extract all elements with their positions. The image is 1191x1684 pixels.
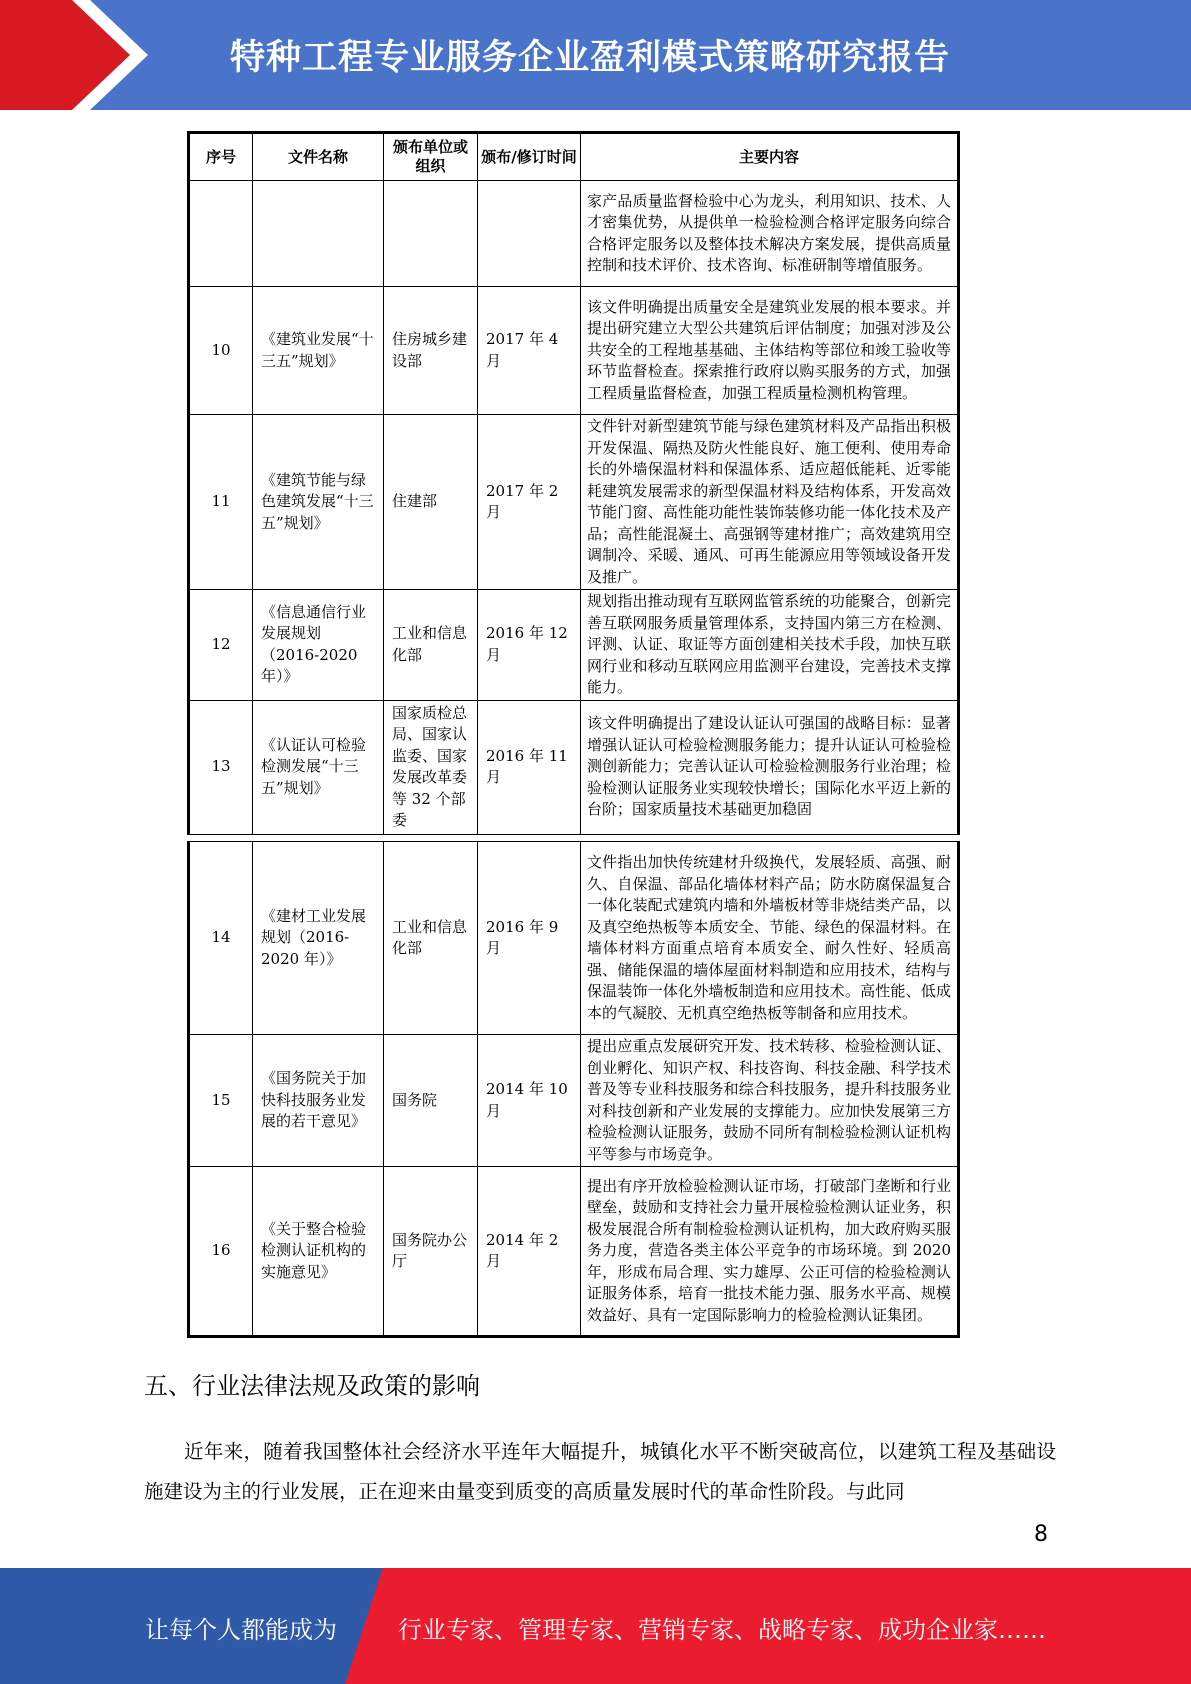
table-header-row bbox=[189, 133, 959, 181]
table-row bbox=[189, 287, 959, 415]
table-row bbox=[189, 700, 959, 834]
row-issuer: 国务院 bbox=[384, 1035, 478, 1167]
row-name: 《建筑节能与绿色建筑发展“十三五”规划》 bbox=[253, 415, 384, 590]
row-name: 《建材工业发展规划（2016-2020 年）》 bbox=[253, 842, 384, 1035]
page-number: 8 bbox=[1034, 1522, 1048, 1547]
row-content: 规划指出推动现有互联网监管系统的功能聚合，创新完善互联网服务质量管理体系，支持国内第三方在检测、评测、认证、取证等方面创建相关技术手段，加快互联网行业和移动互联网应用监测平台建设，完善技术支撑能力。 bbox=[581, 590, 959, 701]
row-issuer: 国务院办公厅 bbox=[384, 1167, 478, 1337]
footer-slogan-right: 行业专家、管理专家、营销专家、战略专家、成功企业家…… bbox=[398, 1616, 1046, 1644]
header-content: 主要内容 bbox=[581, 133, 959, 181]
row-name: 《认证认可检验检测发展“十三五”规划》 bbox=[253, 700, 384, 834]
row-date: 2016 年 12 月 bbox=[478, 590, 581, 701]
footer-slogan-left: 让每个人都能成为 bbox=[145, 1616, 337, 1644]
row-date: 2014 年 10 月 bbox=[478, 1035, 581, 1167]
table-row bbox=[189, 1167, 959, 1337]
row-content: 提出有序开放检验检测认证市场，打破部门垄断和行业壁垒，鼓励和支持社会力量开展检验检测认证业务，积极发展混合所有制检验检测认证机构，加大政府购买服务力度，营造各类主体公平竞争的市场环境。到 2020 年，形成布局合理、实力雄厚、公正可信的检验检测认证服务体系，培育一批技术能力强、服务水平高、规模效益好、具有一定国际影响力的检验检测认证集团。 bbox=[581, 1167, 959, 1337]
row-index bbox=[189, 181, 253, 287]
row-content: 提出应重点发展研究开发、技术转移、检验检测认证、创业孵化、知识产权、科技咨询、科技金融、科学技术普及等专业科技服务和综合科技服务，提升科技服务业对科技创新和产业发展的支撑能力。应加快发展第三方检验检测认证服务，鼓励不同所有制检验检测认证机构平等参与市场竞争。 bbox=[581, 1035, 959, 1167]
header-name: 文件名称 bbox=[253, 133, 384, 181]
body-paragraph: 近年来，随着我国整体社会经济水平连年大幅提升，城镇化水平不断突破高位，以建筑工程及基础设施建设为主的行业发展，正在迎来由量变到质变的高质量发展时代的革命性阶段。与此同 bbox=[144, 1440, 1056, 1503]
row-issuer: 住房城乡建设部 bbox=[384, 287, 478, 415]
header-issuer: 颁布单位或组织 bbox=[384, 133, 478, 181]
row-index: 15 bbox=[189, 1035, 253, 1167]
row-name: 《关于整合检验检测认证机构的实施意见》 bbox=[253, 1167, 384, 1337]
table-row bbox=[189, 415, 959, 590]
row-index: 13 bbox=[189, 700, 253, 834]
table-row bbox=[189, 181, 959, 287]
row-content: 文件指出加快传统建材升级换代，发展轻质、高强、耐久、自保温、部品化墙体材料产品；防水防腐保温复合一体化装配式建筑内墙和外墙板材等非烧结类产品，以及真空绝热板等本质安全、节能、绿色的保温材料。在墙体材料方面重点培育本质安全、耐久性好、轻质高强、储能保温的墙体屋面材料制造和应用技术，结构与保温装饰一体化外墙板制造和应用技术。高性能、低成本的气凝胶、无机真空绝热板等制备和应用技术。 bbox=[581, 842, 959, 1035]
page-footer bbox=[0, 1568, 1191, 1684]
row-name: 《国务院关于加快科技服务业发展的若干意见》 bbox=[253, 1035, 384, 1167]
row-content: 家产品质量监督检验中心为龙头，利用知识、技术、人才密集优势，从提供单一检验检测合格评定服务向综合合格评定服务以及整体技术解决方案发展，提供高质量控制和技术评价、技术咨询、标准研制等增值服务。 bbox=[581, 181, 959, 287]
row-date: 2017 年 2 月 bbox=[478, 415, 581, 590]
table-row bbox=[189, 1035, 959, 1167]
row-content: 该文件明确提出了建设认证认可强国的战略目标：显著增强认证认可检验检测服务能力；提升认证认可检验检测创新能力；完善认证认可检验检测服务行业治理；检验检测认证服务业实现较快增长；国际化水平迈上新的台阶；国家质量技术基础更加稳固 bbox=[581, 700, 959, 834]
row-issuer: 国家质检总局、国家认监委、国家发展改革委等 32 个部委 bbox=[384, 700, 478, 834]
policy-table-part-2 bbox=[187, 841, 960, 1338]
row-date: 2016 年 11 月 bbox=[478, 700, 581, 834]
row-date: 2017 年 4 月 bbox=[478, 287, 581, 415]
row-content: 该文件明确提出质量安全是建筑业发展的根本要求。并提出研究建立大型公共建筑后评估制度；加强对涉及公共安全的工程地基基础、主体结构等部位和竣工验收等环节监督检查。探索推行政府以购买服务的方式，加强工程质量监督检查，加强工程质量检测机构管理。 bbox=[581, 287, 959, 415]
row-name: 《建筑业发展“十三五”规划》 bbox=[253, 287, 384, 415]
row-index: 14 bbox=[189, 842, 253, 1035]
header-date: 颁布/修订时间 bbox=[478, 133, 581, 181]
header-red-chevron bbox=[0, 0, 150, 110]
row-content: 文件针对新型建筑节能与绿色建筑材料及产品指出积极开发保温、隔热及防火性能良好、施工便利、使用寿命长的外墙保温材料和保温体系、适应超低能耗、近零能耗建筑发展需求的新型保温材料及结构体系，开发高效节能门窗、高性能功能性装饰装修功能一体化技术及产品；高性能混凝土、高强钢等建材推广；高效建筑用空调制冷、采暖、通风、可再生能源应用等领域设备开发及推广。 bbox=[581, 415, 959, 590]
row-issuer bbox=[384, 181, 478, 287]
policy-table-part-1 bbox=[187, 131, 960, 835]
row-index: 11 bbox=[189, 415, 253, 590]
report-title: 特种工程专业服务企业盈利模式策略研究报告 bbox=[230, 38, 951, 78]
header-index: 序号 bbox=[189, 133, 253, 181]
row-name: 《信息通信行业发展规划（2016-2020 年）》 bbox=[253, 590, 384, 701]
page-header bbox=[0, 0, 1191, 110]
section-heading: 五、行业法律法规及政策的影响 bbox=[144, 1372, 480, 1400]
row-issuer: 工业和信息化部 bbox=[384, 590, 478, 701]
row-index: 10 bbox=[189, 287, 253, 415]
row-name bbox=[253, 181, 384, 287]
row-issuer: 工业和信息化部 bbox=[384, 842, 478, 1035]
row-date bbox=[478, 181, 581, 287]
table-row bbox=[189, 590, 959, 701]
row-index: 12 bbox=[189, 590, 253, 701]
row-date: 2016 年 9 月 bbox=[478, 842, 581, 1035]
row-issuer: 住建部 bbox=[384, 415, 478, 590]
row-index: 16 bbox=[189, 1167, 253, 1337]
table-row bbox=[189, 842, 959, 1035]
row-date: 2014 年 2 月 bbox=[478, 1167, 581, 1337]
